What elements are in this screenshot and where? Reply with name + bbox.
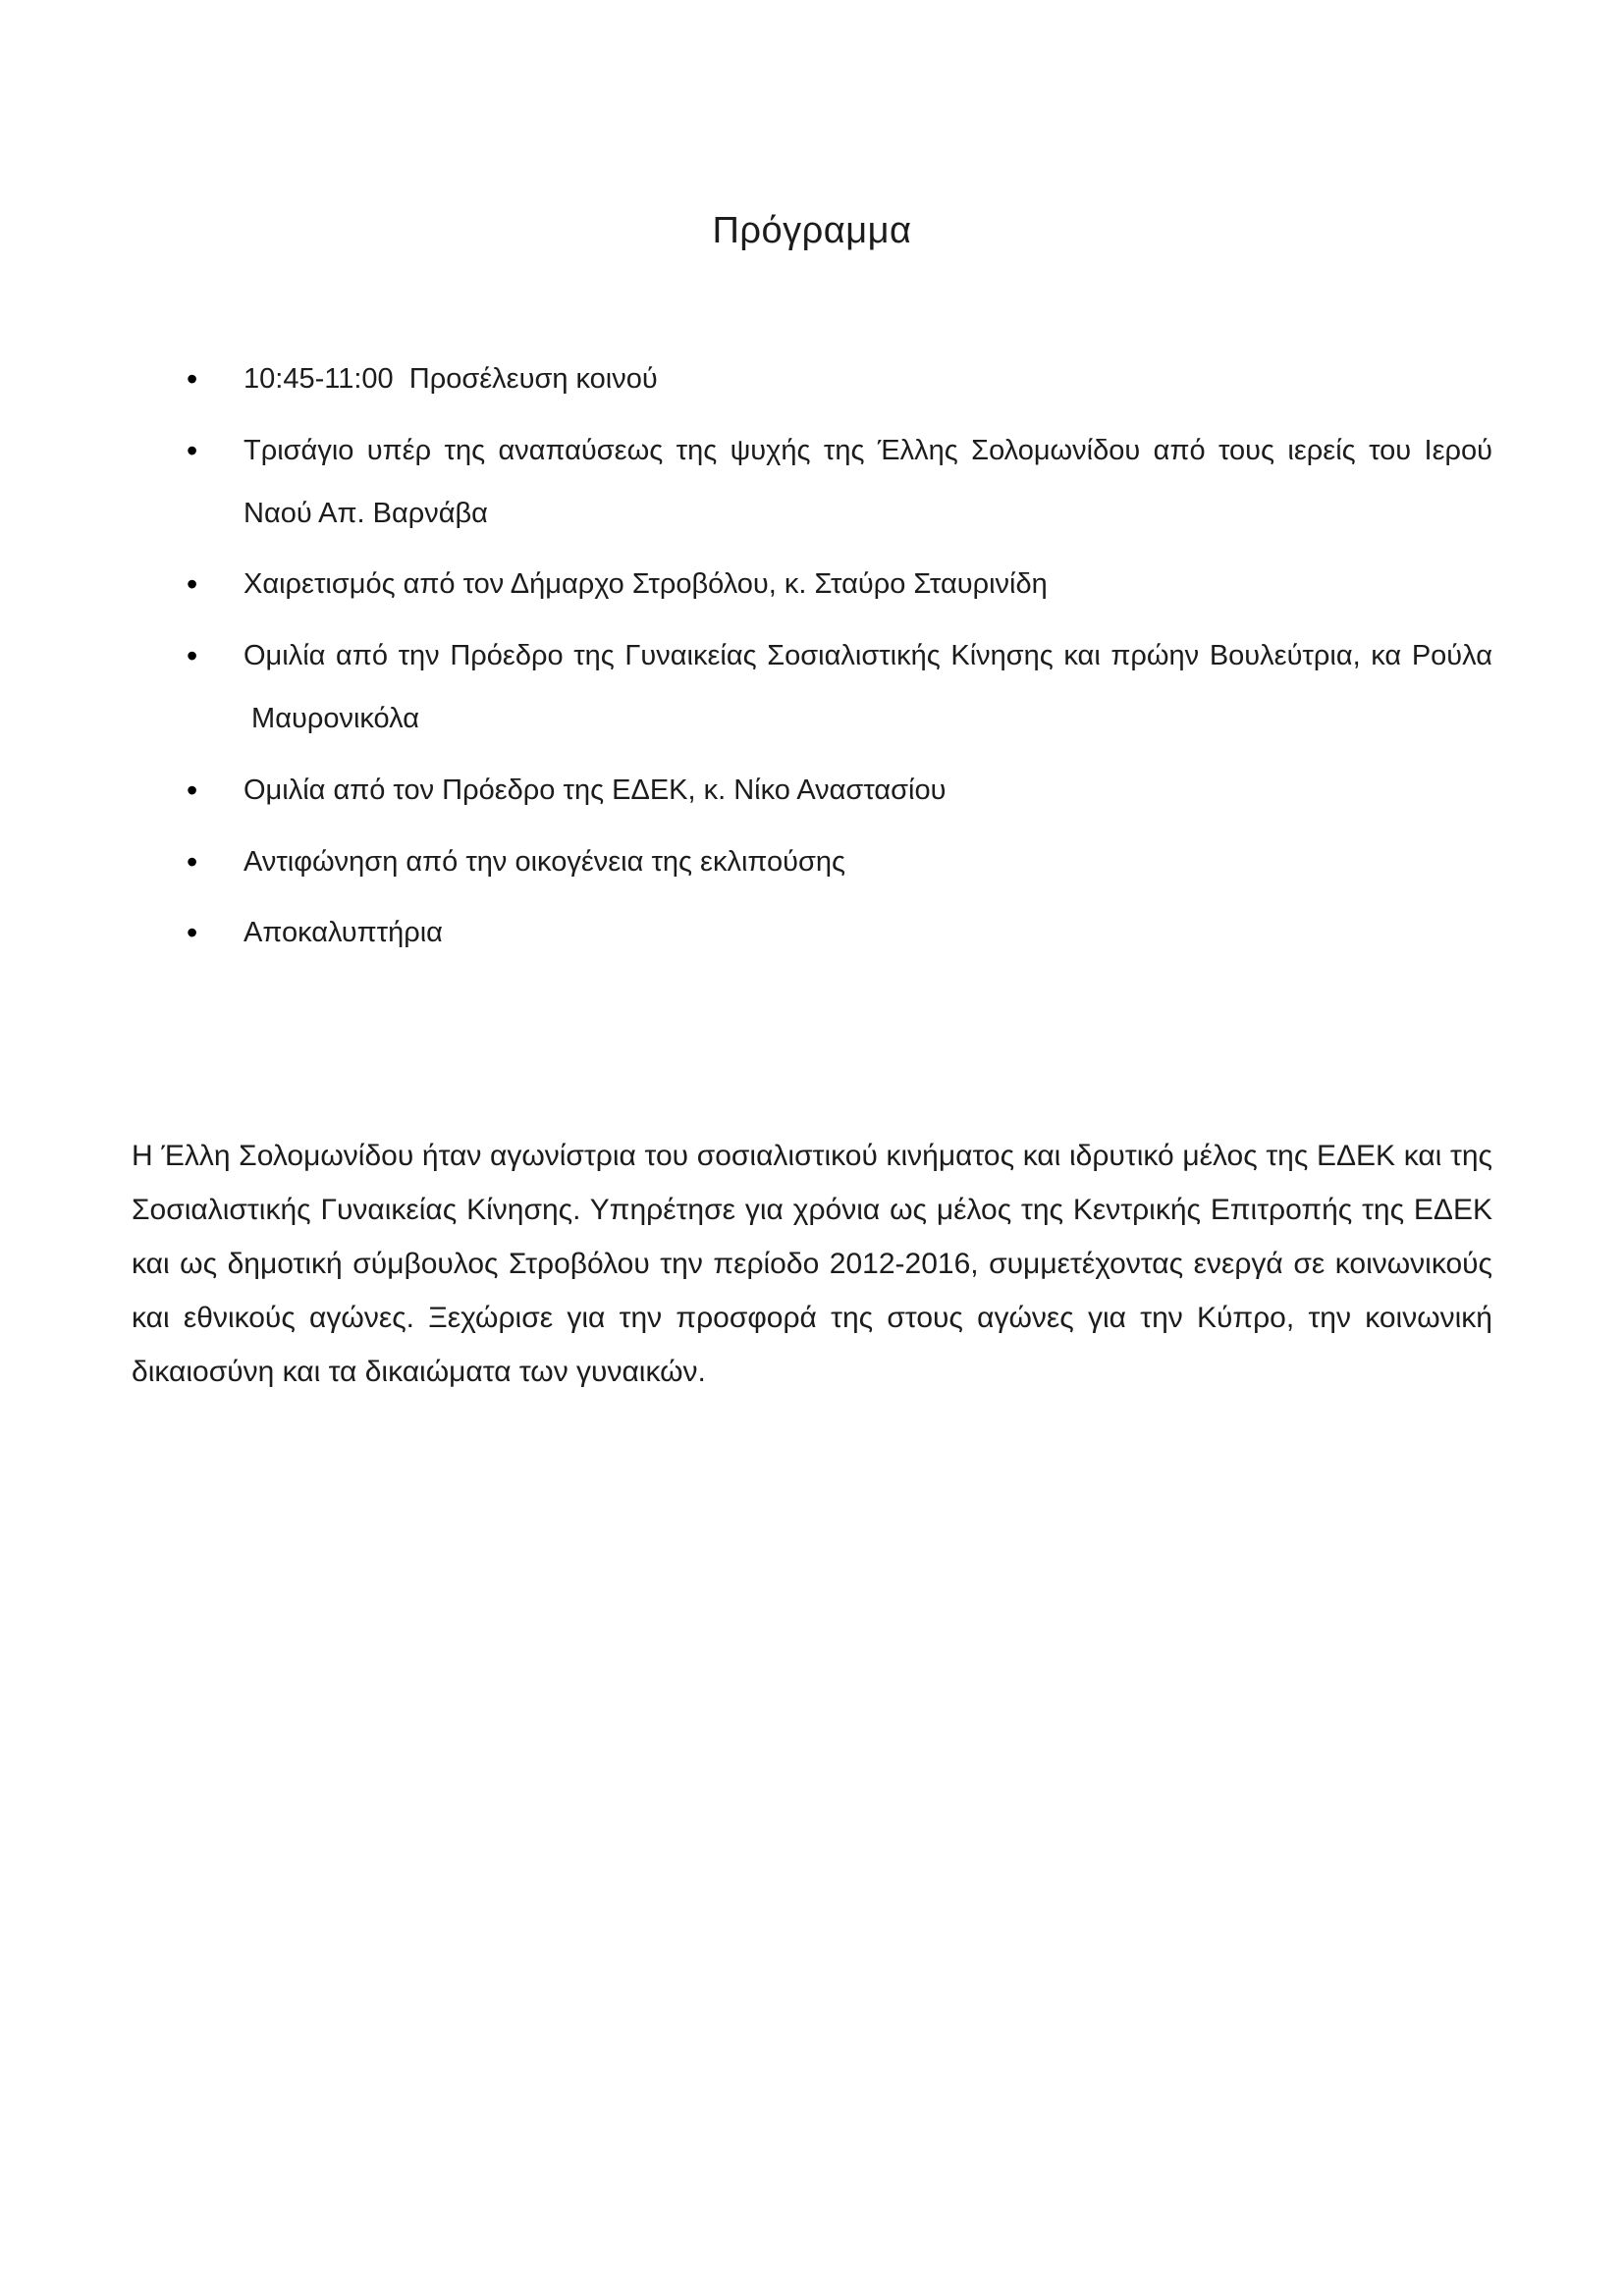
program-item-unveiling: • Αποκαλυπτήρια (132, 902, 1492, 965)
program-list (132, 348, 1492, 965)
program-item-family-response: • Αντιφώνηση από την οικογένεια της εκλιπούσης (132, 831, 1492, 894)
program-item-speech-president-womens-movement: • Ομιλία από την Πρόεδρο της Γυναικείας Σοσιαλιστικής Κίνησης και πρώην Βουλεύτρια, κα Ρούλα Μαυρονικόλα (132, 625, 1492, 751)
biography-paragraph: Η Έλλη Σολομωνίδου ήταν αγωνίστρια του σοσιαλιστικού κινήματος και ιδρυτικό μέλος της ΕΔΕΚ και της Σοσιαλιστικής Γυναικείας Κίνησης. Υπηρέτησε για χρόνια ως μέλος της Κεντρικής Επιτροπής της ΕΔΕΚ και ως δημοτική σύμβουλος Στροβόλου την περίοδο 2012-2016, συμμετέχοντας ενεργά σε κοινωνικούς και εθνικούς αγώνες. Ξεχώρισε για την προσφορά της στους αγώνες για την Κύπρο, την κοινωνική δικαιοσύνη και τα δικαιώματα των γυναικών. (132, 1140, 1492, 1388)
program-item-arrival: • 10:45-11:00 Προσέλευση κοινού (132, 348, 1492, 411)
program-item-trisagion: • Τρισάγιο υπέρ της αναπαύσεως της ψυχής της Έλλης Σολομωνίδου από τους ιερείς του Ιερού Ναού Απ. Βαρνάβα (132, 420, 1492, 546)
program-item-speech-edek-president: • Ομιλία από τον Πρόεδρο της ΕΔΕΚ, κ. Νίκο Αναστασίου (132, 760, 1492, 823)
page-title: Πρόγραμμα (712, 210, 912, 251)
program-item-mayor-greeting: • Χαιρετισμός από τον Δήμαρχο Στροβόλου, κ. Σταύρο Σταυρινίδη (132, 554, 1492, 616)
